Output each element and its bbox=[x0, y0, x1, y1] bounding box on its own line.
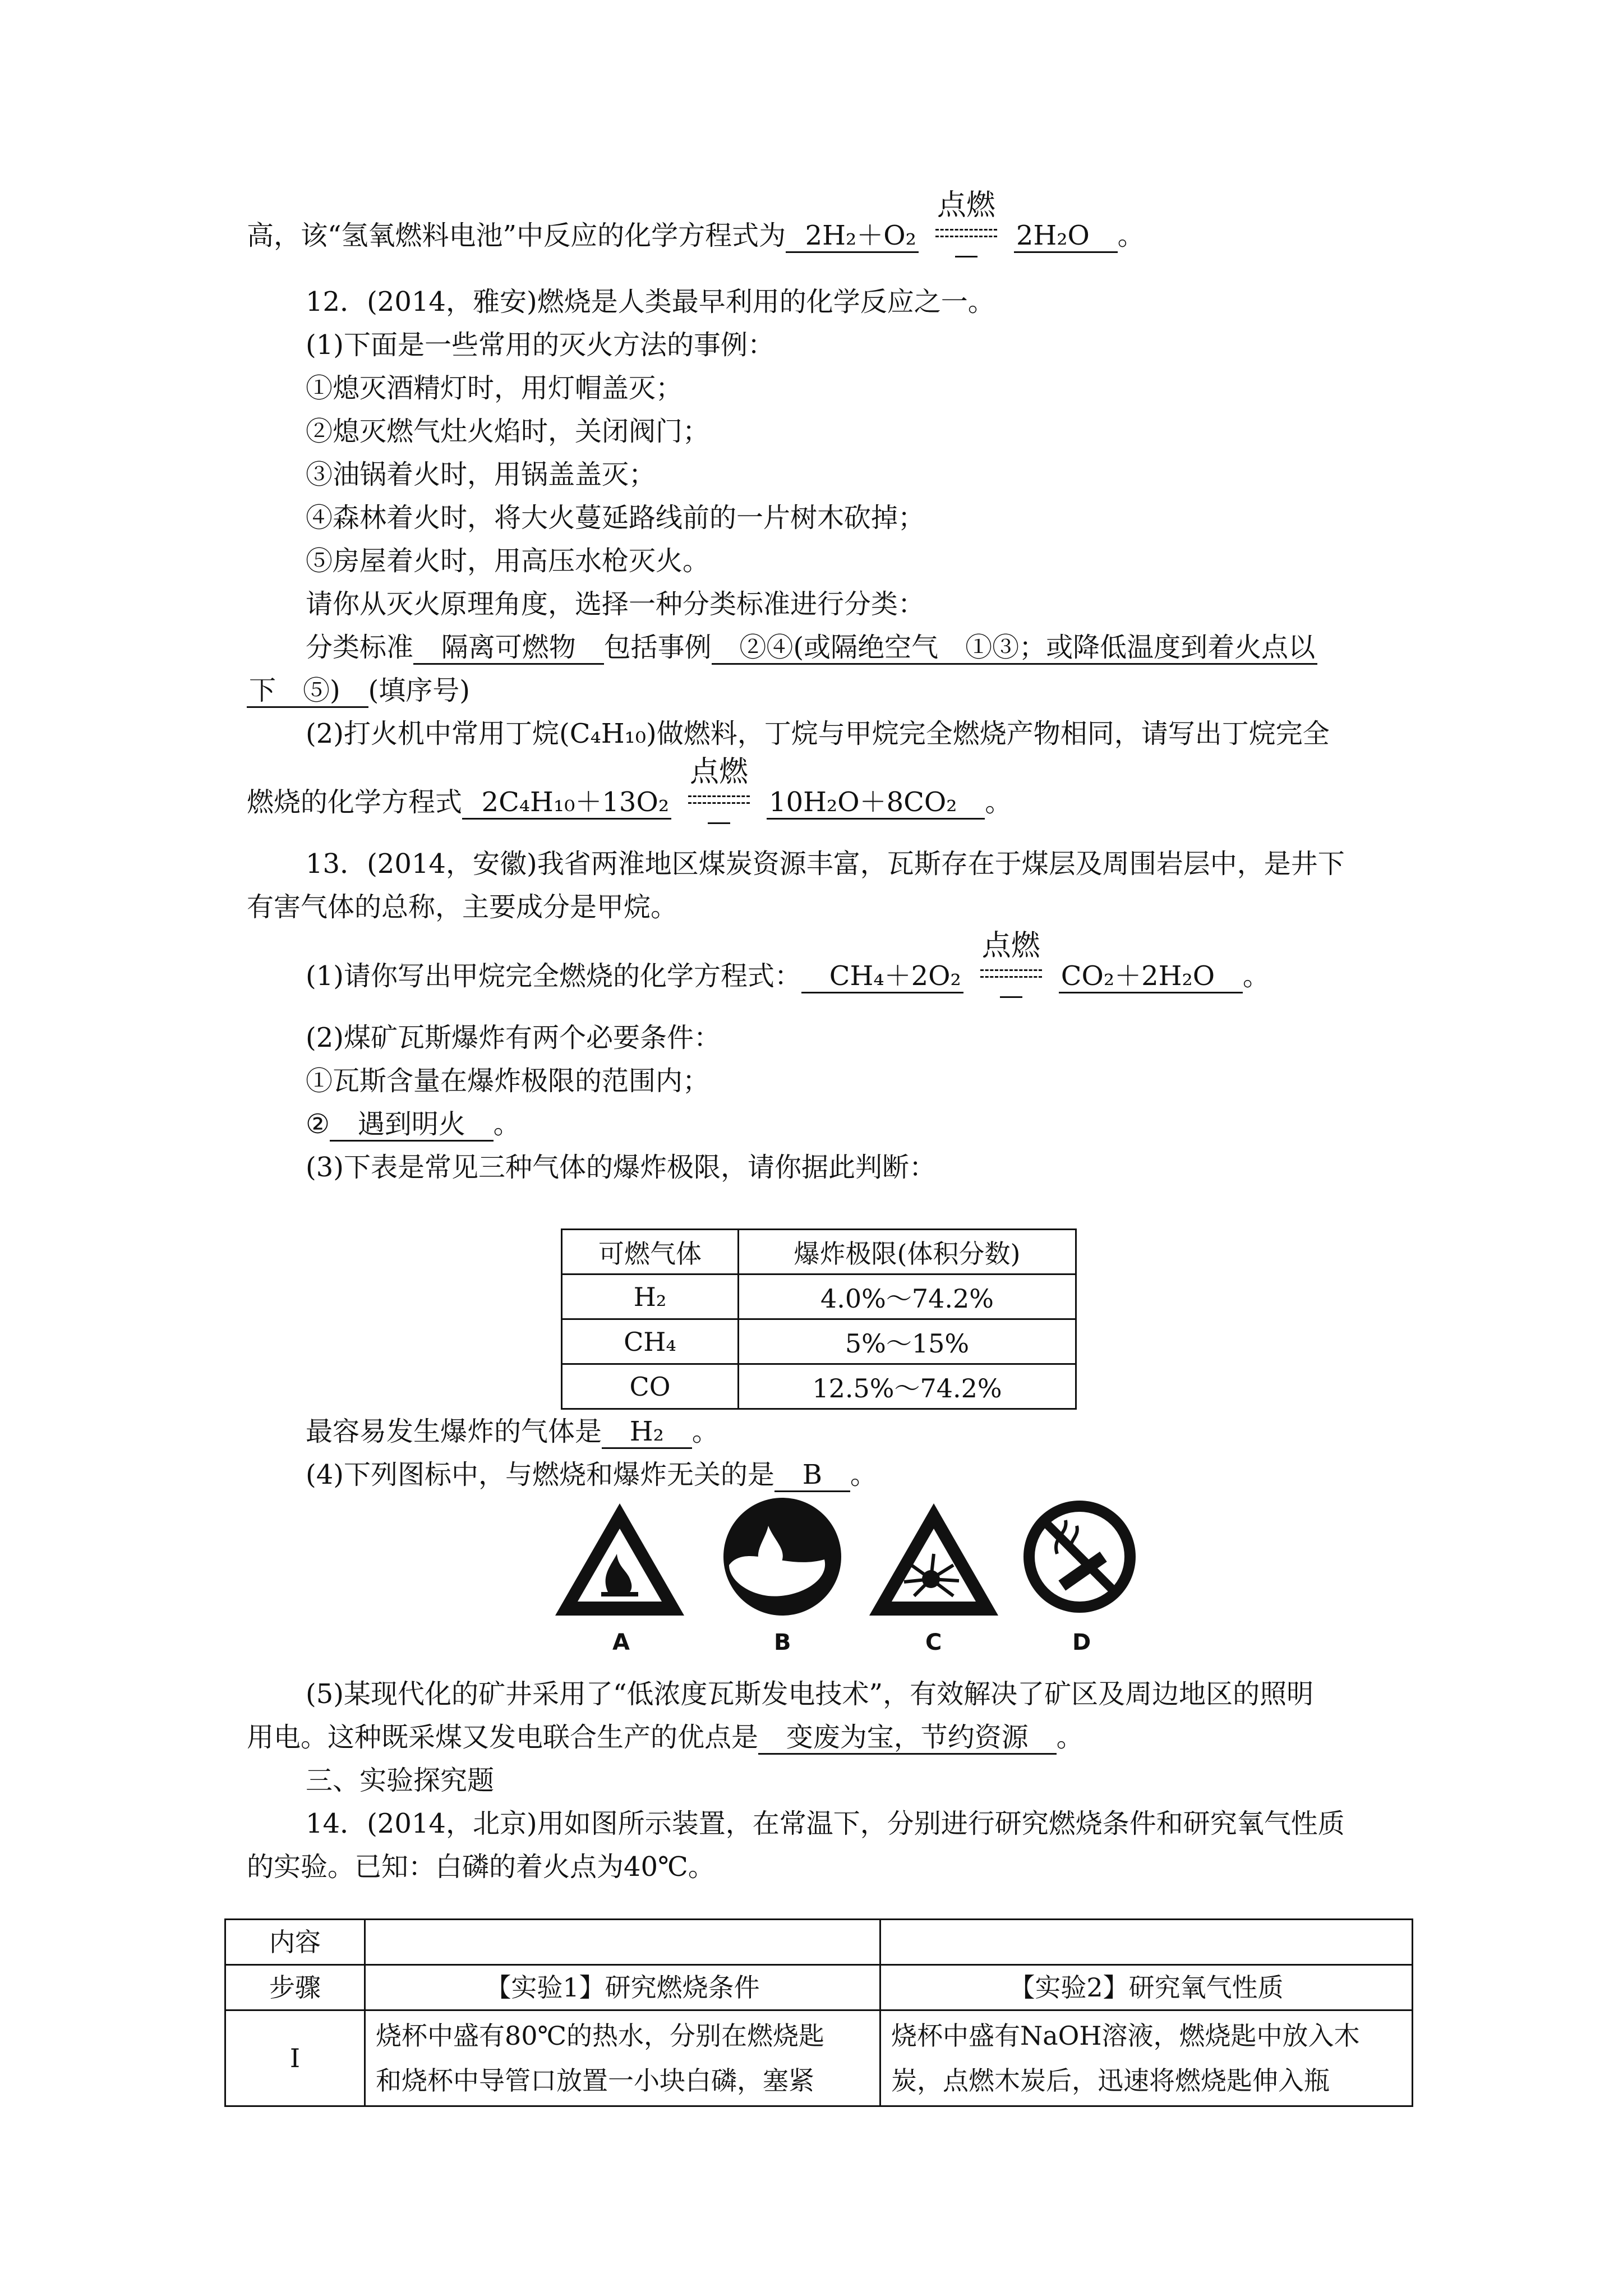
table-row bbox=[225, 2010, 1413, 2106]
q12-item-1: ①熄灭酒精灯时，用灯帽盖灭； bbox=[306, 372, 683, 404]
table-cell: 12.5%～74.2% bbox=[739, 1364, 1076, 1409]
q12-item-2: ②熄灭燃气灶火焰时，关闭阀门； bbox=[306, 416, 710, 447]
table-cell bbox=[365, 1920, 880, 1965]
q12-classify-line: 分类标准 隔离可燃物 包括事例 ②④(或隔绝空气 ①③；或降低温度到着火点以 bbox=[306, 631, 1317, 665]
answer-blank: H₂ bbox=[602, 1416, 692, 1449]
q13-cond-1: ①瓦斯含量在爆炸极限的范围内； bbox=[306, 1065, 710, 1097]
answer-blank: 2H₂＋O₂ bbox=[786, 220, 919, 253]
q14-title: 14．(2014，北京)用如图所示装置，在常温下，分别进行研究燃烧条件和研究氧气性质 bbox=[306, 1808, 1345, 1839]
no-smoking-icon bbox=[1023, 1501, 1136, 1613]
explosive-warning-icon bbox=[869, 1503, 998, 1616]
q13-part5-b: 用电。这种既采煤又发电联合生产的优点是 变废为宝，节约资源 。 bbox=[247, 1720, 1083, 1755]
q11-text: 高，该“氢氧燃料电池”中反应的化学方程式为 bbox=[247, 220, 786, 251]
answer-blank: CH₄＋2O₂ bbox=[801, 960, 963, 993]
table-cell: Ⅰ bbox=[225, 2010, 365, 2106]
q13-part4: (4)下列图标中，与燃烧和爆炸无关的是 B 。 bbox=[306, 1458, 877, 1492]
q12-item-5: ⑤房屋着火时，用高压水枪灭火。 bbox=[306, 545, 710, 577]
q12-item-4: ④森林着火时，将大火蔓延路线前的一片树木砍掉； bbox=[306, 502, 925, 533]
eq1-line: 高，该“氢氧燃料电池”中反应的化学方程式为 2H₂＋O₂ 点燃 2H₂O 。 bbox=[247, 219, 1145, 255]
table-cell: 烧杯中盛有80℃的热水，分别在燃烧匙 和烧杯中导管口放置一小块白磷，塞紧 bbox=[365, 2010, 880, 2106]
q12-item-3: ③油锅着火时，用锅盖盖灭； bbox=[306, 459, 656, 490]
table-cell: H₂ bbox=[562, 1274, 739, 1319]
table-cell: 内容 bbox=[225, 1920, 365, 1965]
q12-classify-line-2: 下 ⑤) (填序号) bbox=[247, 674, 470, 708]
table-cell: 烧杯中盛有NaOH溶液，燃烧匙中放入木 炭，点燃木炭后，迅速将燃烧匙伸入瓶 bbox=[880, 2010, 1413, 2106]
table-header: 爆炸极限(体积分数) bbox=[739, 1230, 1076, 1274]
q13-part5: (5)某现代化的矿井采用了“低浓度瓦斯发电技术”，有效解决了矿区及周边地区的照明 bbox=[306, 1678, 1314, 1710]
eq2-line: 燃烧的化学方程式 2C₄H₁₀＋13O₂ 点燃 10H₂O＋8CO₂ 。 bbox=[247, 785, 1012, 821]
q13-part2: (2)煤矿瓦斯爆炸有两个必要条件： bbox=[306, 1022, 721, 1053]
sign-label-b: B bbox=[774, 1630, 791, 1655]
table-cell: CH₄ bbox=[562, 1319, 739, 1364]
flammable-warning-icon bbox=[555, 1503, 684, 1616]
q13-easy-line: 最容易发生爆炸的气体是 H₂ 。 bbox=[306, 1415, 719, 1449]
q13-title-2: 有害气体的总称，主要成分是甲烷。 bbox=[247, 891, 678, 923]
q12-part2: (2)打火机中常用丁烷(C₄H₁₀)做燃料，丁烷与甲烷完全燃烧产物相同，请写出丁烷完全 bbox=[306, 718, 1330, 749]
table-header: 可燃气体 bbox=[562, 1230, 739, 1274]
answer-blank: 下 ⑤) bbox=[247, 675, 368, 708]
answer-blank: B bbox=[774, 1459, 850, 1492]
table-row bbox=[225, 1920, 1413, 1965]
table-cell: 4.0%～74.2% bbox=[739, 1274, 1076, 1319]
reaction-condition: 点燃 bbox=[688, 788, 750, 821]
q13-part3: (3)下表是常见三种气体的爆炸极限，请你据此判断： bbox=[306, 1152, 936, 1183]
q12-ask: 请你从灭火原理角度，选择一种分类标准进行分类： bbox=[306, 588, 925, 620]
answer-blank: 变废为宝，节约资源 bbox=[758, 1722, 1057, 1755]
q13-title: 13．(2014，安徽)我省两淮地区煤炭资源丰富，瓦斯存在于煤层及周围岩层中，是井下 bbox=[306, 848, 1345, 880]
reaction-condition: 点燃 bbox=[935, 221, 997, 255]
answer-blank: 隔离可燃物 bbox=[413, 632, 604, 665]
water-drop-icon bbox=[723, 1498, 841, 1616]
table-cell: 步骤 bbox=[225, 1965, 365, 2010]
sign-label-a: A bbox=[612, 1630, 630, 1655]
q13-cond-2: ② 遇到明火 。 bbox=[306, 1107, 520, 1142]
table-cell: 【实验2】研究氧气性质 bbox=[880, 1965, 1413, 2010]
answer-blank: CO₂＋2H₂O bbox=[1059, 960, 1243, 993]
q12-part1: (1)下面是一些常用的灭火方法的事例： bbox=[306, 329, 774, 361]
reaction-condition: 点燃 bbox=[980, 961, 1042, 995]
table-cell: 【实验1】研究燃烧条件 bbox=[365, 1965, 880, 2010]
q12-title: 12．(2014，雅安)燃烧是人类最早利用的化学反应之一。 bbox=[306, 286, 995, 318]
answer-blank: 遇到明火 bbox=[330, 1108, 494, 1142]
answer-blank: 2H₂O bbox=[1014, 220, 1118, 253]
table-cell: CO bbox=[562, 1364, 739, 1409]
answer-blank: ②④(或隔绝空气 ①③；或降低温度到着火点以 bbox=[712, 632, 1318, 665]
experiment-table bbox=[224, 1918, 1413, 2107]
sign-label-d: D bbox=[1072, 1630, 1091, 1655]
eq3-line: (1)请你写出甲烷完全燃烧的化学方程式： CH₄＋2O₂ 点燃 CO₂＋2H₂O 。 bbox=[306, 959, 1270, 995]
q14-title-2: 的实验。已知：白磷的着火点为40℃。 bbox=[247, 1851, 715, 1883]
answer-blank: 10H₂O＋8CO₂ bbox=[767, 786, 985, 820]
table-cell bbox=[880, 1920, 1413, 1965]
table-cell: 5%～15% bbox=[739, 1319, 1076, 1364]
answer-blank: 2C₄H₁₀＋13O₂ bbox=[462, 786, 671, 820]
sign-label-c: C bbox=[925, 1630, 942, 1655]
table-row bbox=[225, 1965, 1413, 2010]
section-title: 三、实验探究题 bbox=[306, 1765, 495, 1796]
